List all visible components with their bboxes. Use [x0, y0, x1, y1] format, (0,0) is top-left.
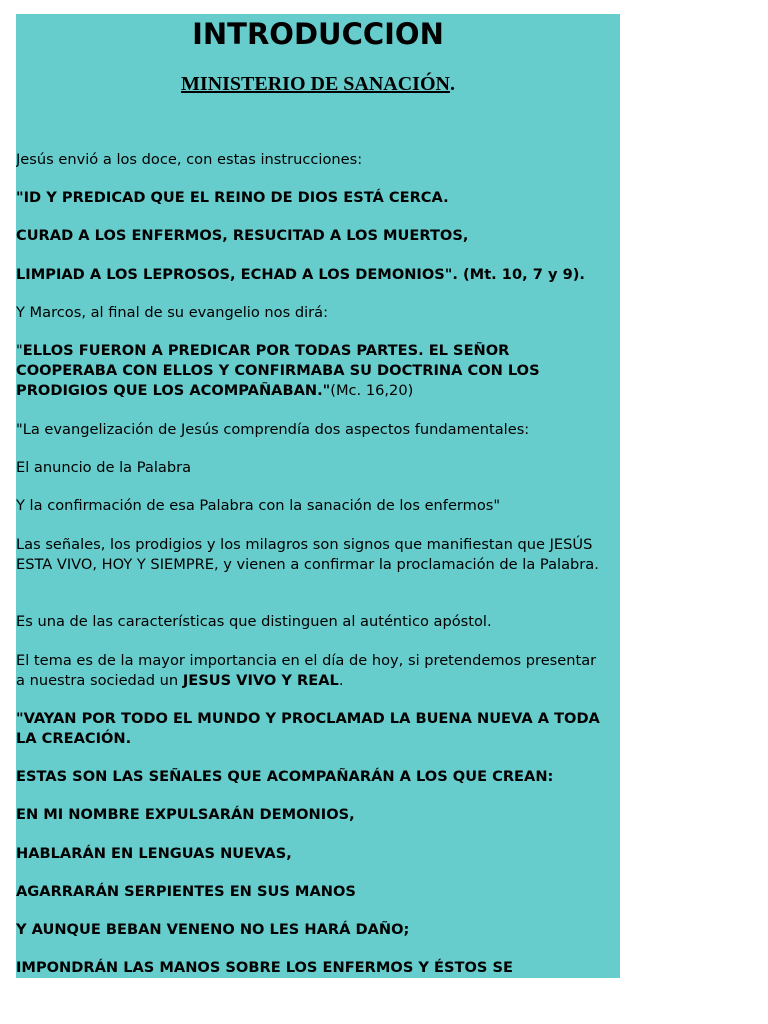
- paragraph-evangelizacion: "La evangelización de Jesús comprendía dos aspectos fundamentales:: [16, 421, 530, 438]
- quote-open: ": [16, 342, 23, 359]
- marcos-quote-text: ELLOS FUERON A PREDICAR POR TODAS PARTES. EL SEÑOR COOPERABA CON ELLOS Y CONFIRMABA SU DOCTRINA CON LOS PRODIGIOS QUE LOS ACOMPAÑABAN.": [16, 342, 540, 399]
- page-subtitle: [16, 72, 620, 96]
- document-page: [16, 14, 620, 978]
- paragraph-quote-1: "ID Y PREDICAD QUE EL REINO DE DIOS ESTÁ CERCA.: [16, 189, 449, 206]
- paragraph-expulsaran: EN MI NOMBRE EXPULSARÁN DEMONIOS,: [16, 806, 355, 823]
- paragraph-confirmacion: Y la confirmación de esa Palabra con la sanación de los enfermos": [16, 497, 501, 514]
- tema-text: El tema es de la mayor importancia en el día de hoy, si pretendemos presentar a nuestra sociedad un: [16, 652, 597, 689]
- paragraph-intro: Jesús envió a los doce, con estas instrucciones:: [16, 151, 363, 168]
- paragraph-marcos-quote: [16, 341, 606, 401]
- paragraph-veneno: Y AUNQUE BEBAN VENENO NO LES HARÁ DAÑO;: [16, 921, 410, 938]
- tema-end: .: [338, 672, 344, 689]
- subtitle-text: MINISTERIO DE SANACIÓN: [181, 73, 450, 95]
- subtitle-trailing: .: [449, 73, 455, 95]
- paragraph-anuncio: El anuncio de la Palabra: [16, 459, 192, 476]
- paragraph-tema: [16, 651, 606, 691]
- tema-bold: JESUS VIVO Y REAL: [182, 672, 339, 689]
- paragraph-impondran: IMPONDRÁN LAS MANOS SOBRE LOS ENFERMOS Y ÉSTOS SE: [16, 959, 513, 976]
- paragraph-serpientes: AGARRARÁN SERPIENTES EN SUS MANOS: [16, 883, 356, 900]
- paragraph-marcos: Y Marcos, al final de su evangelio nos dirá:: [16, 304, 329, 321]
- paragraph-apostol: Es una de las características que distinguen al auténtico apóstol.: [16, 613, 492, 630]
- paragraph-vayan: "VAYAN POR TODO EL MUNDO Y PROCLAMAD LA BUENA NUEVA A TODA LA CREACIÓN.: [16, 710, 600, 747]
- paragraph-senales: Las señales, los prodigios y los milagros son signos que manifiestan que JESÚS ESTA VIVO, HOY Y SIEMPRE, y vienen a confirmar la proclamación de la Palabra.: [16, 536, 599, 573]
- page-title: INTRODUCCION: [192, 17, 444, 51]
- paragraph-quote-3: LIMPIAD A LOS LEPROSOS, ECHAD A LOS DEMONIOS". (Mt. 10, 7 y 9).: [16, 266, 585, 283]
- paragraph-estas-senales: ESTAS SON LAS SEÑALES QUE ACOMPAÑARÁN A LOS QUE CREAN:: [16, 768, 554, 785]
- marcos-quote-ref: (Mc. 16,20): [330, 382, 414, 399]
- paragraph-quote-2: CURAD A LOS ENFERMOS, RESUCITAD A LOS MUERTOS,: [16, 227, 469, 244]
- paragraph-lenguas: HABLARÁN EN LENGUAS NUEVAS,: [16, 845, 292, 862]
